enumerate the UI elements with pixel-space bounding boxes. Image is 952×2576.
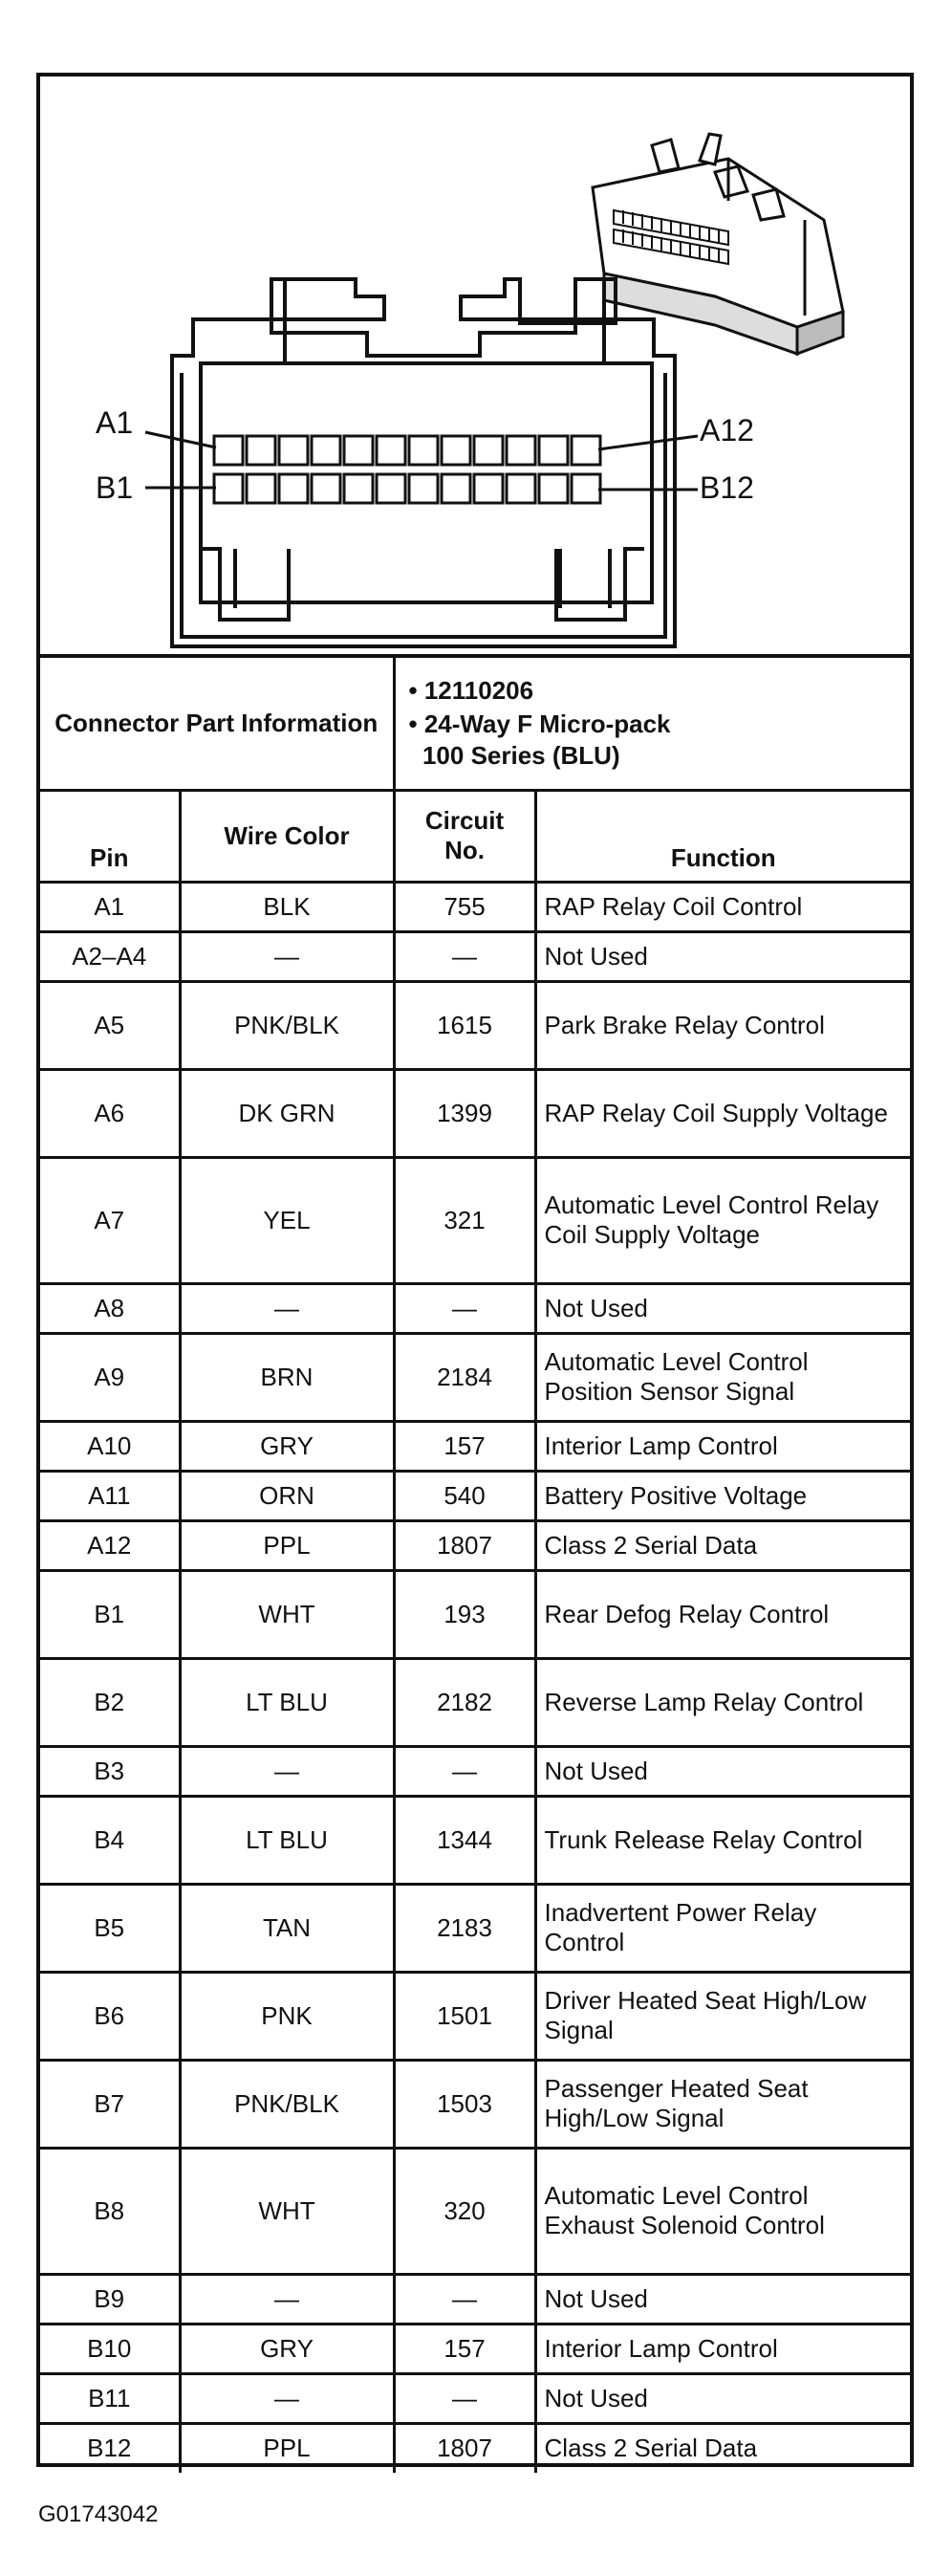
pin-cell: A12 bbox=[40, 1520, 180, 1570]
pin-cell: B6 bbox=[40, 1972, 180, 2060]
pin-cell: A5 bbox=[40, 981, 180, 1069]
table-row bbox=[40, 931, 910, 981]
pin-cell: A2–A4 bbox=[40, 931, 180, 981]
circuit-cell: 2183 bbox=[394, 1884, 535, 1972]
label-b12: B12 bbox=[700, 470, 754, 505]
table-row bbox=[40, 2274, 910, 2324]
circuit-cell: — bbox=[394, 1283, 535, 1333]
description-line1: 24-Way F Micro-pack bbox=[423, 709, 671, 738]
col-circuit-no: Circuit No. bbox=[394, 790, 535, 882]
wire-color-cell: BLK bbox=[180, 882, 394, 931]
table-row bbox=[40, 1884, 910, 1972]
description-line: • 24-Way F Micro-pack 100 Series (BLU) bbox=[408, 709, 671, 770]
circuit-cell: 1501 bbox=[394, 1972, 535, 2060]
table-row bbox=[40, 981, 910, 1069]
circuit-cell: 1807 bbox=[394, 2423, 535, 2473]
circuit-cell: 320 bbox=[394, 2148, 535, 2274]
function-cell: Reverse Lamp Relay Control bbox=[535, 1658, 910, 1746]
function-cell: Automatic Level Control Position Sensor Signal bbox=[535, 1333, 910, 1421]
wire-color-cell: — bbox=[180, 2373, 394, 2423]
function-cell: Not Used bbox=[535, 1283, 910, 1333]
table-row bbox=[40, 1570, 910, 1658]
function-cell: RAP Relay Coil Control bbox=[535, 882, 910, 931]
wire-color-cell: — bbox=[180, 2274, 394, 2324]
table-row bbox=[40, 1658, 910, 1746]
col-wire-color: Wire Color bbox=[180, 790, 394, 882]
part-number-line: • 12110206 bbox=[408, 675, 534, 705]
circuit-cell: 2184 bbox=[394, 1333, 535, 1421]
circuit-cell: 193 bbox=[394, 1570, 535, 1658]
table-row bbox=[40, 1972, 910, 2060]
connector-info-row bbox=[40, 658, 910, 790]
wire-color-cell: BRN bbox=[180, 1333, 394, 1421]
description-line2: 100 Series (BLU) bbox=[422, 740, 620, 770]
wire-color-cell: PPL bbox=[180, 2423, 394, 2473]
circuit-cell: 2182 bbox=[394, 1658, 535, 1746]
wire-color-cell: YEL bbox=[180, 1157, 394, 1283]
circuit-cell: 755 bbox=[394, 882, 535, 931]
col-function: Function bbox=[535, 790, 910, 882]
table-row bbox=[40, 2324, 910, 2373]
part-number: 12110206 bbox=[423, 675, 534, 705]
wire-color-cell: GRY bbox=[180, 2324, 394, 2373]
label-a12: A12 bbox=[700, 413, 754, 448]
label-b1: B1 bbox=[96, 470, 134, 505]
pin-cell: B10 bbox=[40, 2324, 180, 2373]
function-cell: Interior Lamp Control bbox=[535, 1421, 910, 1471]
function-cell: Battery Positive Voltage bbox=[535, 1471, 910, 1520]
circuit-cell: — bbox=[394, 2373, 535, 2423]
pin-cell: B8 bbox=[40, 2148, 180, 2274]
function-cell: RAP Relay Coil Supply Voltage bbox=[535, 1069, 910, 1157]
wire-color-cell: PPL bbox=[180, 1520, 394, 1570]
pin-cell: A6 bbox=[40, 1069, 180, 1157]
pin-cavities bbox=[214, 436, 600, 503]
circuit-cell: 1807 bbox=[394, 1520, 535, 1570]
pin-cell: B1 bbox=[40, 1570, 180, 1658]
circuit-cell: 1344 bbox=[394, 1796, 535, 1884]
function-cell: Not Used bbox=[535, 1746, 910, 1796]
table-row bbox=[40, 1746, 910, 1796]
connector-info-header: Connector Part Information bbox=[40, 658, 394, 790]
function-cell: Interior Lamp Control bbox=[535, 2324, 910, 2373]
circuit-cell: 321 bbox=[394, 1157, 535, 1283]
circuit-cell: 1615 bbox=[394, 981, 535, 1069]
figure-id: G01743042 bbox=[38, 2501, 159, 2527]
circuit-cell: 157 bbox=[394, 2324, 535, 2373]
wire-color-cell: PNK/BLK bbox=[180, 2060, 394, 2148]
column-header-row bbox=[40, 790, 910, 882]
pinout-table bbox=[40, 658, 910, 2473]
function-cell: Trunk Release Relay Control bbox=[535, 1796, 910, 1884]
label-a1: A1 bbox=[96, 405, 134, 440]
pin-cell: B12 bbox=[40, 2423, 180, 2473]
connector-drawing bbox=[40, 76, 910, 654]
pin-cell: A11 bbox=[40, 1471, 180, 1520]
table-row bbox=[40, 1283, 910, 1333]
pin-cell: B9 bbox=[40, 2274, 180, 2324]
circuit-cell: 1399 bbox=[394, 1069, 535, 1157]
table-row bbox=[40, 1796, 910, 1884]
pin-cell: B11 bbox=[40, 2373, 180, 2423]
table-row bbox=[40, 2423, 910, 2473]
table-row bbox=[40, 1069, 910, 1157]
wire-color-cell: GRY bbox=[180, 1421, 394, 1471]
function-cell: Passenger Heated Seat High/Low Signal bbox=[535, 2060, 910, 2148]
circuit-cell: 157 bbox=[394, 1421, 535, 1471]
table-row bbox=[40, 2148, 910, 2274]
function-cell: Not Used bbox=[535, 2373, 910, 2423]
wire-color-cell: — bbox=[180, 1283, 394, 1333]
function-cell: Not Used bbox=[535, 2274, 910, 2324]
circuit-cell: — bbox=[394, 931, 535, 981]
circuit-cell: — bbox=[394, 2274, 535, 2324]
pin-cell: A1 bbox=[40, 882, 180, 931]
function-cell: Class 2 Serial Data bbox=[535, 1520, 910, 1570]
table-row bbox=[40, 882, 910, 931]
pin-cell: B7 bbox=[40, 2060, 180, 2148]
function-cell: Class 2 Serial Data bbox=[535, 2423, 910, 2473]
circuit-cell: — bbox=[394, 1746, 535, 1796]
function-cell: Inadvertent Power Relay Control bbox=[535, 1884, 910, 1972]
function-cell: Automatic Level Control Relay Coil Supply Voltage bbox=[535, 1157, 910, 1283]
pin-cell: B2 bbox=[40, 1658, 180, 1746]
wire-color-cell: TAN bbox=[180, 1884, 394, 1972]
function-cell: Park Brake Relay Control bbox=[535, 981, 910, 1069]
circuit-cell: 1503 bbox=[394, 2060, 535, 2148]
table-row bbox=[40, 1333, 910, 1421]
wire-color-cell: ORN bbox=[180, 1471, 394, 1520]
wire-color-cell: DK GRN bbox=[180, 1069, 394, 1157]
table-row bbox=[40, 1520, 910, 1570]
pin-cell: A8 bbox=[40, 1283, 180, 1333]
table-row bbox=[40, 1157, 910, 1283]
function-cell: Driver Heated Seat High/Low Signal bbox=[535, 1972, 910, 2060]
wire-color-cell: WHT bbox=[180, 2148, 394, 2274]
wire-color-cell: PNK/BLK bbox=[180, 981, 394, 1069]
table-row bbox=[40, 2060, 910, 2148]
pin-cell: B3 bbox=[40, 1746, 180, 1796]
function-cell: Rear Defog Relay Control bbox=[535, 1570, 910, 1658]
circuit-cell: 540 bbox=[394, 1471, 535, 1520]
table-row bbox=[40, 1471, 910, 1520]
pin-cell: A10 bbox=[40, 1421, 180, 1471]
wire-color-cell: LT BLU bbox=[180, 1796, 394, 1884]
wire-color-cell: — bbox=[180, 1746, 394, 1796]
table-row bbox=[40, 2373, 910, 2423]
wire-color-cell: — bbox=[180, 931, 394, 981]
function-cell: Automatic Level Control Exhaust Solenoid Control bbox=[535, 2148, 910, 2274]
table-row bbox=[40, 1421, 910, 1471]
connector-frame bbox=[36, 73, 914, 2467]
col-pin: Pin bbox=[40, 790, 180, 882]
wire-color-cell: PNK bbox=[180, 1972, 394, 2060]
wire-color-cell: LT BLU bbox=[180, 1658, 394, 1746]
pin-cell: A7 bbox=[40, 1157, 180, 1283]
function-cell: Not Used bbox=[535, 931, 910, 981]
pin-cell: B5 bbox=[40, 1884, 180, 1972]
pin-cell: A9 bbox=[40, 1333, 180, 1421]
connector-diagram bbox=[40, 76, 910, 658]
connector-info-values bbox=[394, 658, 910, 790]
pin-cell: B4 bbox=[40, 1796, 180, 1884]
wire-color-cell: WHT bbox=[180, 1570, 394, 1658]
